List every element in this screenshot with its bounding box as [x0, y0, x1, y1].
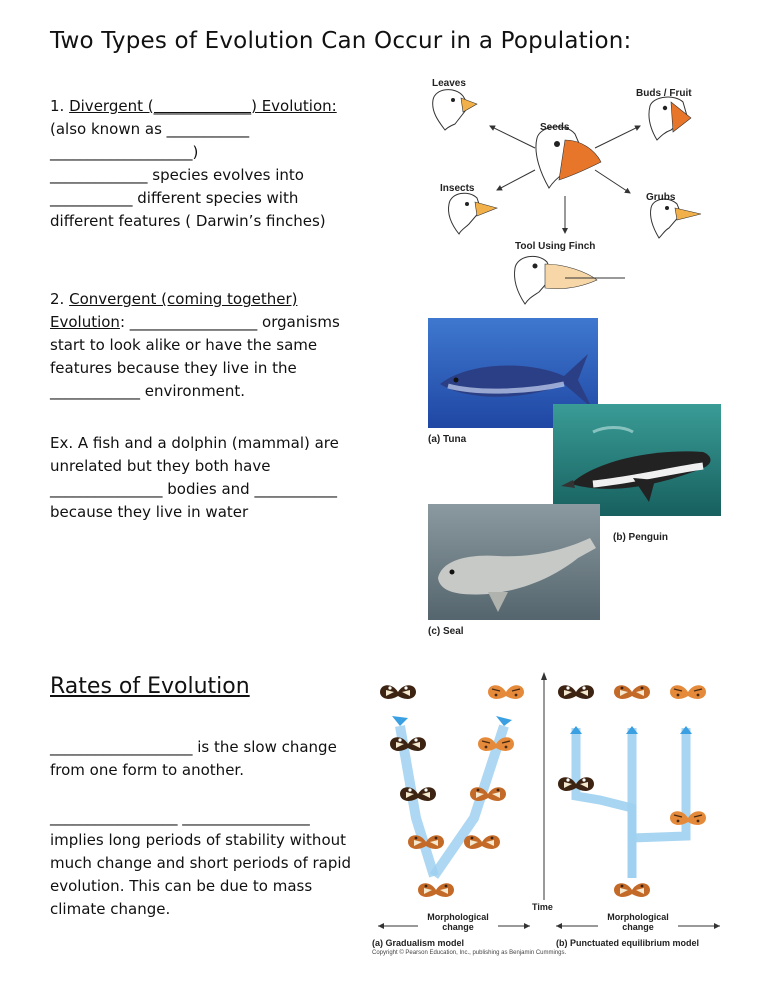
divergent-section — [50, 95, 390, 233]
butterfly-icon — [488, 685, 524, 699]
divergent-line: (also known as ___________ — [50, 120, 250, 138]
butterfly-icon — [464, 835, 500, 849]
rates-line: climate change. — [50, 900, 171, 918]
convergent-line: features because they live in the — [50, 359, 297, 377]
butterfly-icon — [614, 685, 650, 699]
finch-tool-icon — [514, 256, 625, 304]
finch-label-seeds: Seeds — [540, 122, 570, 133]
seal-photo — [428, 504, 600, 620]
penguin-label: (b) Penguin — [613, 532, 668, 543]
example-line: unrelated but they both have — [50, 457, 271, 475]
rates-heading: Rates of Evolution — [50, 674, 250, 699]
divergent-line: different features ( Darwin’s finches) — [50, 212, 326, 230]
page-title: Two Types of Evolution Can Occur in a Population: — [50, 28, 632, 54]
punctuated-label: (b) Punctuated equilibrium model — [556, 938, 700, 948]
seal-icon — [428, 504, 600, 620]
finch-label-tool: Tool Using Finch — [515, 241, 596, 252]
copyright-text: Copyright © Pearson Education, Inc., publishing as Benjamin Cummings. — [372, 950, 567, 956]
convergent-section — [50, 288, 390, 403]
finch-label-buds: Buds / Fruit — [636, 88, 692, 99]
finch-grubs-icon — [650, 199, 701, 238]
convergent-heading2: Evolution — [50, 313, 120, 331]
butterfly-icon — [400, 787, 436, 801]
example-line: because they live in water — [50, 503, 249, 521]
butterfly-icon — [614, 883, 650, 897]
divergent-heading: Divergent (_____________) Evolution: — [69, 97, 337, 115]
divergent-line: _____________ species evolves into — [50, 166, 304, 184]
morph-right-label: Morphological change — [598, 912, 678, 932]
morph-left-label: Morphological change — [418, 912, 498, 932]
convergent-heading: Convergent (coming together) — [69, 290, 298, 308]
penguin-photo — [553, 404, 721, 516]
finch-label-grubs: Grubs — [646, 192, 676, 203]
butterfly-icon — [380, 685, 416, 699]
divergent-number: 1. — [50, 97, 65, 115]
penguin-icon — [553, 404, 721, 516]
finch-buds-icon — [649, 97, 691, 140]
rates-line: implies long periods of stability without — [50, 831, 347, 849]
rates-line: evolution. This can be due to mass — [50, 877, 313, 895]
convergent-line: start to look alike or have the same — [50, 336, 318, 354]
convergent-number: 2. — [50, 290, 65, 308]
example-line: Ex. A fish and a dolphin (mammal) are — [50, 434, 339, 452]
butterfly-icon — [670, 685, 706, 699]
divergent-line: ___________________) — [50, 143, 199, 161]
rates-line: _________________ _________________ — [50, 808, 310, 826]
finch-label-leaves: Leaves — [432, 78, 466, 89]
tuna-label: (a) Tuna — [428, 434, 467, 445]
seal-label: (c) Seal — [428, 626, 464, 637]
finch-leaves-icon — [433, 90, 477, 130]
example-line: _______________ bodies and ___________ — [50, 480, 337, 498]
gradualism-label: (a) Gradualism model — [372, 938, 465, 948]
finch-label-insects: Insects — [440, 183, 475, 194]
time-label: Time — [532, 902, 553, 912]
rates-line: from one form to another. — [50, 761, 244, 779]
convergent-line: : _________________ organisms — [119, 313, 340, 331]
butterfly-icon — [558, 685, 594, 699]
convergent-example — [50, 432, 390, 524]
rates-line: much change and short periods of rapid — [50, 854, 352, 872]
convergent-line: ____________ environment. — [50, 382, 246, 400]
finch-insects-icon — [448, 193, 497, 234]
gradualism-text — [50, 736, 390, 782]
finch-seeds-icon — [536, 127, 601, 188]
butterfly-icon — [418, 883, 454, 897]
rates-line: ___________________ is the slow change — [50, 738, 337, 756]
divergent-line: ___________ different species with — [50, 189, 299, 207]
punctuated-text — [50, 806, 390, 921]
